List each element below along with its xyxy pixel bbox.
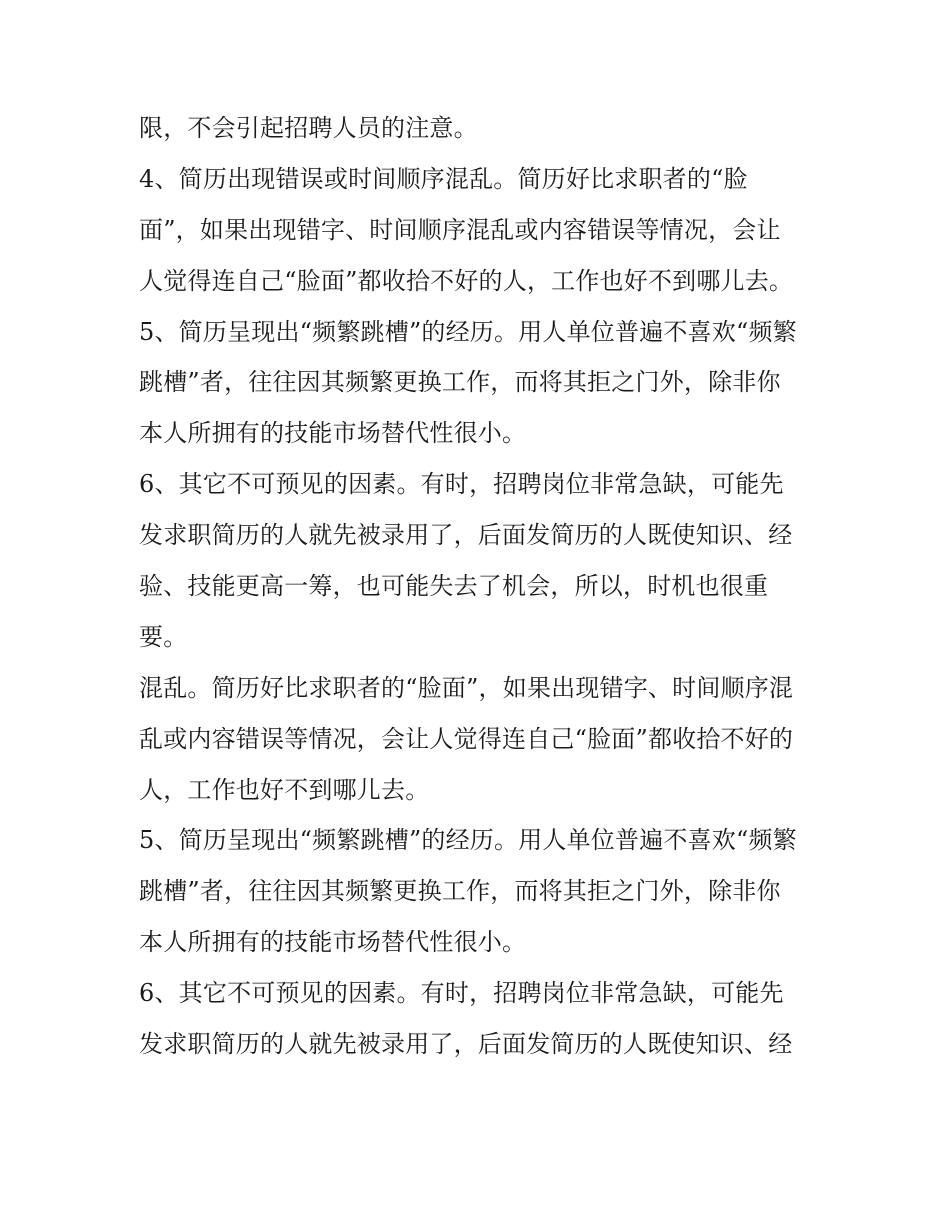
- text-line: 4、简历出现错误或时间顺序混乱。简历好比求职者的“脸: [139, 164, 748, 193]
- text-line: 人觉得连自己“脸面”都收拾不好的人，工作也好不到哪儿去。: [139, 266, 794, 295]
- text-line: 跳槽”者，往往因其频繁更换工作，而将其拒之门外，除非你: [139, 368, 781, 397]
- text-line: 6、其它不可预见的因素。有时，招聘岗位非常急缺，可能先: [139, 470, 784, 499]
- text-line: 面”，如果出现错字、时间顺序混乱或内容错误等情况，会让: [139, 215, 781, 244]
- text-line: 5、简历呈现出“频繁跳槽”的经历。用人单位普遍不喜欢“频繁: [139, 317, 797, 346]
- text-line: 发求职简历的人就先被录用了，后面发简历的人既使知识、经: [139, 521, 793, 550]
- text-line: 要。: [139, 622, 188, 651]
- document-body: [139, 103, 829, 1070]
- text-line: 乱或内容错误等情况，会让人觉得连自己“脸面”都收拾不好的: [139, 724, 794, 753]
- text-line: 发求职简历的人就先被录用了，后面发简历的人既使知识、经: [139, 1030, 793, 1059]
- text-line: 混乱。简历好比求职者的“脸面”，如果出现错字、时间顺序混: [139, 673, 794, 702]
- text-line: 5、简历呈现出“频繁跳槽”的经历。用人单位普遍不喜欢“频繁: [139, 826, 797, 855]
- text-line: 验、技能更高一筹，也可能失去了机会，所以，时机也很重: [139, 572, 769, 601]
- text-line: 限，不会引起招聘人员的注意。: [139, 114, 478, 142]
- text-line: 跳槽”者，往往因其频繁更换工作，而将其拒之门外，除非你: [139, 877, 781, 906]
- text-line: 本人所拥有的技能市场替代性很小。: [139, 928, 527, 957]
- text-line: 6、其它不可预见的因素。有时，招聘岗位非常急缺，可能先: [139, 979, 784, 1008]
- text-line: 人，工作也好不到哪儿去。: [139, 775, 430, 804]
- text-line: 本人所拥有的技能市场替代性很小。: [139, 419, 527, 448]
